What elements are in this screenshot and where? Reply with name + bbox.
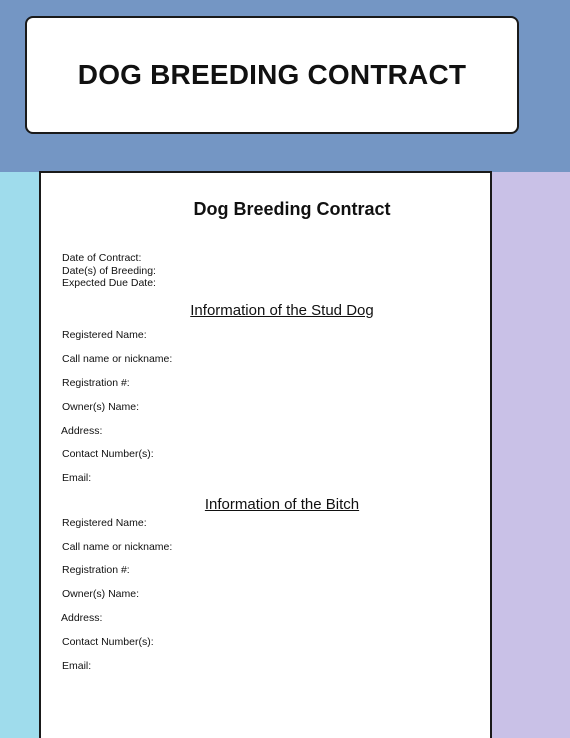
document-title: Dog Breeding Contract: [193, 199, 391, 219]
stud-email-label: Email:: [62, 472, 92, 484]
bitch-address-label: Address:: [61, 612, 103, 624]
stud-registration-label: Registration #:: [62, 377, 130, 389]
title-banner: [25, 16, 519, 134]
banner-title: DOG BREEDING CONTRACT: [77, 59, 467, 90]
bitch-registered-name-label: Registered Name:: [62, 517, 147, 529]
bitch-email-label: Email:: [62, 660, 92, 672]
stud-address-label: Address:: [61, 425, 103, 437]
contract-dates: [62, 252, 156, 290]
left-background-band: [0, 172, 40, 738]
stud-section-heading: Information of the Stud Dog: [190, 302, 374, 319]
right-background-band: [491, 172, 570, 738]
stud-owner-name-label: Owner(s) Name:: [62, 401, 140, 413]
bitch-section-heading: Information of the Bitch: [204, 496, 360, 513]
dates-of-breeding-label: Date(s) of Breeding:: [62, 264, 156, 277]
bitch-owner-name-label: Owner(s) Name:: [62, 588, 140, 600]
bitch-registration-label: Registration #:: [62, 564, 130, 576]
bitch-contact-number-label: Contact Number(s):: [62, 636, 154, 648]
expected-due-date-label: Expected Due Date:: [62, 277, 156, 290]
stud-contact-number-label: Contact Number(s):: [62, 448, 154, 460]
stud-call-name-label: Call name or nickname:: [62, 353, 173, 365]
date-of-contract-label: Date of Contract:: [62, 252, 142, 264]
bitch-call-name-label: Call name or nickname:: [62, 541, 173, 553]
stud-registered-name-label: Registered Name:: [62, 329, 147, 341]
